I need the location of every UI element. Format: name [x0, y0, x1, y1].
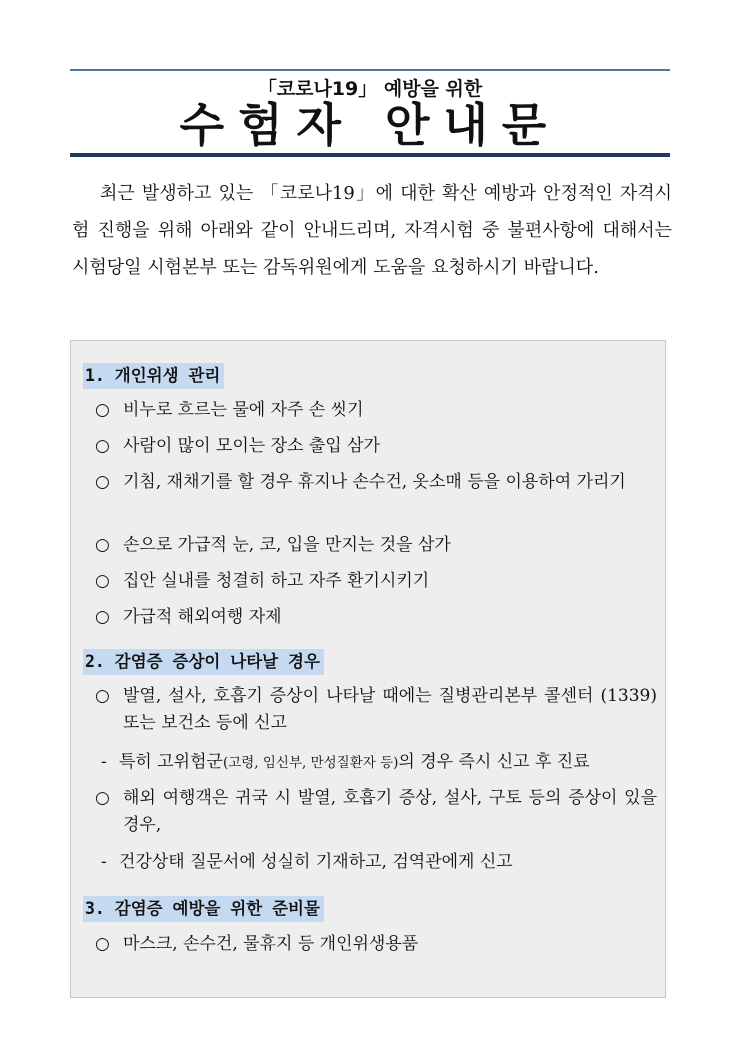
section-heading-supplies: 3. 감염증 예방을 위한 준비물 [83, 896, 324, 922]
intro-paragraph [72, 175, 672, 286]
bullet-circle-icon: ○ [95, 607, 110, 627]
section-heading-hygiene: 1. 개인위생 관리 [83, 363, 224, 389]
list-item: ○ 기침, 재채기를 할 경우 휴지나 손수건, 옷소매 등을 이용하여 가리기 [95, 469, 657, 496]
bullet-dash-icon: - [101, 752, 107, 772]
section-heading-symptoms: 2. 감염증 증상이 나타날 경우 [83, 649, 324, 675]
bullet-circle-icon: ○ [95, 535, 110, 555]
list-item: ○ 가급적 해외여행 자제 [95, 604, 657, 631]
bullet-circle-icon: ○ [95, 436, 110, 456]
page-title: 수험자 안내문 [179, 98, 561, 152]
guidelines-box [70, 340, 666, 998]
page-subtitle: 「코로나19」 예방을 위한 [257, 78, 483, 100]
list-item: - 특히 고위험군(고령, 임신부, 만성질환자 등)의 경우 즉시 신고 후 진료 [101, 749, 657, 777]
bullet-circle-icon: ○ [95, 571, 110, 591]
bullet-circle-icon: ○ [95, 400, 110, 420]
list-item: ○ 사람이 많이 모이는 장소 출입 삼가 [95, 433, 657, 460]
list-item: ○ 비누로 흐르는 물에 자주 손 씻기 [95, 397, 657, 424]
bullet-circle-icon: ○ [95, 686, 110, 706]
bullet-circle-icon: ○ [95, 788, 110, 808]
header-bottom-rule [70, 153, 670, 157]
bullet-circle-icon: ○ [95, 934, 110, 954]
list-item: - 건강상태 질문서에 성실히 기재하고, 검역관에게 신고 [101, 849, 657, 876]
header-top-rule [70, 69, 670, 71]
list-item: ○ 마스크, 손수건, 물휴지 등 개인위생용품 [95, 931, 657, 958]
list-item: ○ 해외 여행객은 귀국 시 발열, 호흡기 증상, 설사, 구토 등의 증상이 있을 경우, [95, 785, 657, 839]
list-item: ○ 손으로 가급적 눈, 코, 입을 만지는 것을 삼가 [95, 532, 657, 559]
intro-text: 최근 발생하고 있는 「코로나19」에 대한 확산 예방과 안정적인 자격시험 진행을 위해 아래와 같이 안내드리며, 자격시험 중 불편사항에 대해서는 시험당일 시험본부 또는 감독위원에게 도움을 요청하시기 바랍니다. [72, 183, 672, 278]
bullet-circle-icon: ○ [95, 472, 110, 492]
list-item: ○ 발열, 설사, 호흡기 증상이 나타날 때에는 질병관리본부 콜센터 (1339) 또는 보건소 등에 신고 [95, 683, 657, 737]
bullet-dash-icon: - [101, 852, 107, 872]
list-item: ○ 집안 실내를 청결히 하고 자주 환기시키기 [95, 568, 657, 595]
